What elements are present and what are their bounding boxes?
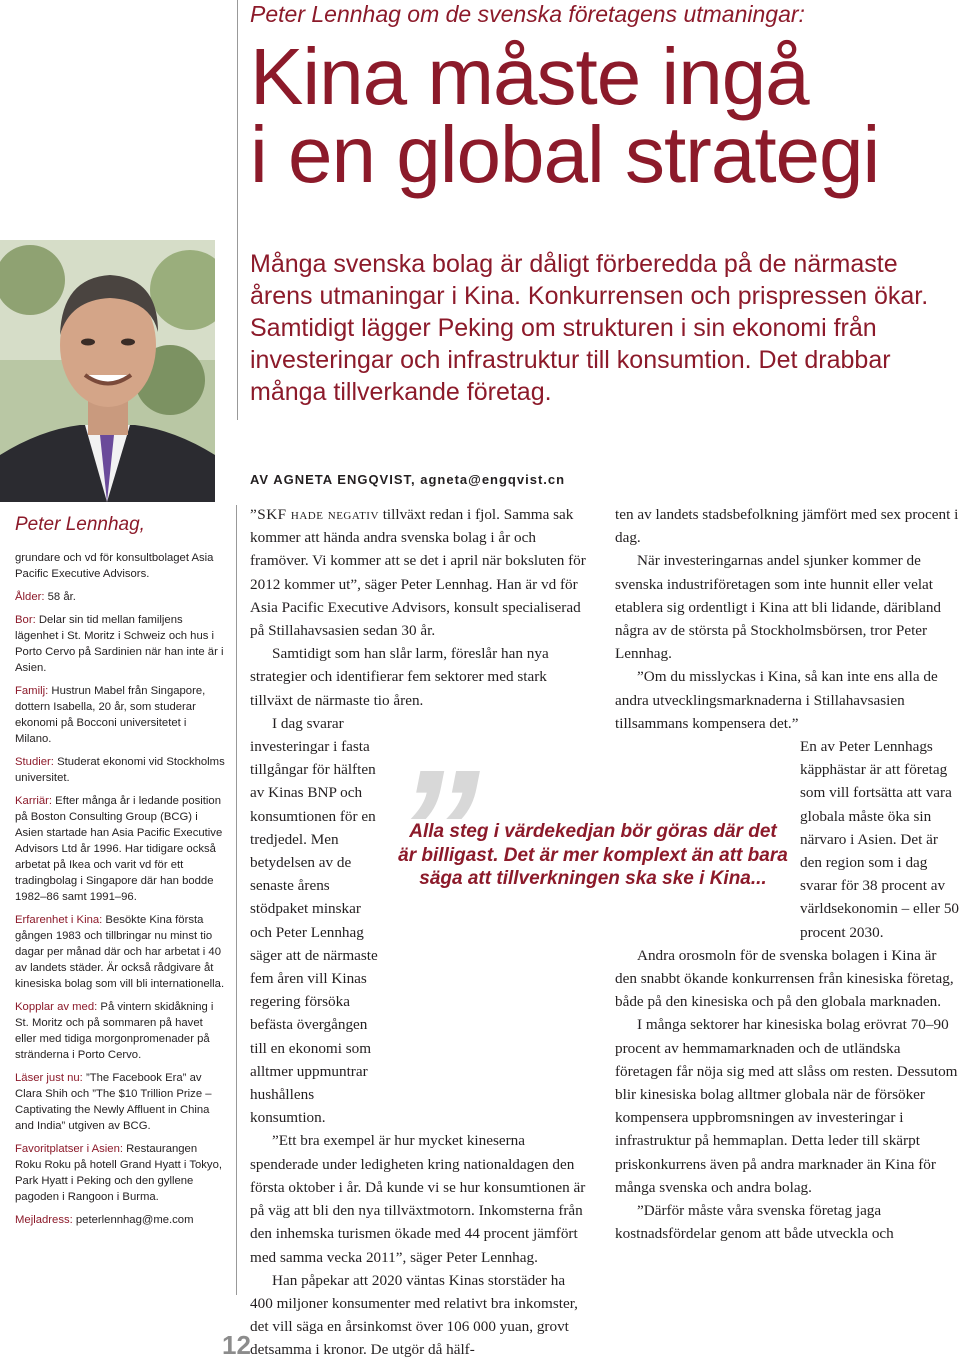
fact-label: Karriär:: [15, 795, 53, 807]
quote-mark-icon: ”: [395, 735, 480, 925]
body-column-1: [250, 503, 590, 1362]
headline: [250, 32, 960, 199]
headline-line-2: i en global strategi: [250, 110, 880, 199]
fact-text: Hustrun Mabel från Singapore, dottern Isabella, 20 år, som studerar ekonomi på Bocconi universitetet i Milano.: [15, 685, 206, 745]
body-paragraph: ”Därför måste våra svenska företag jaga kostnadsfördelar genom att både utveckla och: [615, 1202, 894, 1243]
body-paragraph-wrap: I dag svarar investeringar i fasta tillgångar för hälften av Kinas BNP och konsumtionen för en tredjedel. Men betydelsen av de senaste årens stödpaket minskar och Peter Lennhag säger att de närmaste fem åren vill Kinas regering försöka befästa övergången till en ekonomi som alltmer uppmuntrar hushållens konsumtion.: [250, 714, 378, 1127]
fact-label: Favoritplatser i Asien:: [15, 1143, 123, 1155]
fact-item: [15, 999, 225, 1063]
fact-label: Familj:: [15, 685, 49, 697]
fact-text: Efter många år i ledande position på Boston Consulting Group (BCG) i Asien startade han Asia Pacific Executive Advisors Ltd år 1996. Har tidigare också arbetat på Ikea och varit vd för ett tradingbolag i Singapore där han bodde 1982–86 samt 1991–96.: [15, 795, 223, 903]
fact-sidebar: [15, 514, 225, 1235]
portrait-photo: [0, 240, 215, 502]
pull-quote: Alla steg i värdekedjan bör göras där det är billigast. Det är mer komplext än att bara säga att tillverkningen ska ske i Kina...: [398, 821, 788, 889]
fact-item: [15, 1141, 225, 1205]
profile-name: Peter Lennhag,: [15, 514, 145, 535]
body-paragraph: Andra orosmoln för de svenska bolagen i Kina är den snabbt ökande konkurrensen från kinesiska företag, både på den kinesiska och på den globala marknaden.: [615, 946, 954, 1011]
fact-item: [15, 912, 225, 992]
headline-line-1: Kina måste ingå: [250, 32, 809, 121]
kicker: Peter Lennhag om de svenska företagens utmaningar:: [250, 1, 805, 27]
fact-item: [15, 1070, 225, 1134]
body-paragraph: ”Om du misslyckas i Kina, så kan inte ens alla de andra utvecklingsmarknaderna i Stillahavsasien tillsammans kompensera det.”: [615, 668, 938, 732]
fact-text: På vintern skidåkning i St. Moritz och på sommaren på havet eller med tidiga morgonpromenader på stränderna i Porto Cervo.: [15, 1001, 214, 1061]
fact-text: Restaurangen Roku Roku på hotell Grand Hyatt i Tokyo, Park Hyatt i Peking och den gyllene pagoden i Rangoon i Burma.: [15, 1143, 223, 1203]
body-paragraph-wrap: En av Peter Lennhags käpphästar är att företag som vill fortsätta att vara globala måste öka sin närvaro i Asien. Det är den region som i dag svarar för 38 procent av världsekonomin – eller 50 procent 2030.: [800, 738, 960, 941]
fact-label: Bor:: [15, 614, 36, 626]
fact-text: peterlennhag@me.com: [72, 1214, 194, 1226]
fact-text: 58 år.: [44, 591, 76, 603]
lead-paragraph: Många svenska bolag är dåligt förberedda på de närmaste årens utmaningar i Kina. Konkurrensen och prispressen ökar. Samtidigt lägger Peking om strukturen i sin ekonomi från investeringar och infrastruktur till konsumtion. Det drabbar många tillverkande företag.: [250, 250, 929, 406]
fact-label: Erfarenhet i Kina:: [15, 914, 103, 926]
body-paragraph: I många sektorer har kinesiska bolag erövrat 70–90 procent av hemmamarknaden och de utländska företagen får nöja sig med att slåss om resten. Dessutom blir kinesiska bolag alltmer globala när de försöker kompensera uppbromsningen av investeringar i infrastruktur på hemmaplan. Detta leder till skärpt priskonkurrens även på andra marknader än Kina för många svenska och andra bolag.: [615, 1016, 958, 1196]
fact-label: Läser just nu:: [15, 1072, 83, 1084]
fact-label: Ålder:: [15, 591, 45, 603]
fact-item: [15, 683, 225, 747]
fact-text: Delar sin tid mellan familjens lägenhet i St. Moritz i Schweiz och hus i Porto Cervo på Sardinien när han inte är i Asien.: [15, 614, 224, 674]
body-paragraph: ten av landets stadsbefolkning jämfört med sex procent i dag.: [615, 506, 959, 547]
opening-small-caps: ”SKF hade negativ: [250, 506, 379, 523]
fact-text: Studerat ekonomi vid Stockholms universitet.: [15, 756, 225, 784]
fact-label: Mejladress:: [15, 1214, 73, 1226]
fact-item: [15, 1212, 225, 1228]
fact-item: [15, 589, 225, 605]
byline: AV AGNETA ENGQVIST, agneta@engqvist.cn: [250, 472, 566, 487]
fact-item: [15, 793, 225, 905]
sidebar-divider: [236, 505, 237, 1295]
fact-label: Kopplar av med:: [15, 1001, 98, 1013]
fact-text: ”The Facebook Era” av Clara Shih och ”The $10 Trillion Prize – Captivating the Newly Affluent in China and India” utgiven av BCG.: [15, 1072, 212, 1132]
body-paragraph: ”Ett bra exempel är hur mycket kineserna spenderade under ledigheten kring nationaldagen den första oktober i år. Då kunde vi se hur konsumtionen är på väg att bli den nya tillväxtmotorn. Inkomsterna från den inhemska turismen ökade med 44 procent jämfört med samma vecka 2011”, säger Peter Lennhag.: [250, 1132, 586, 1266]
profile-intro: grundare och vd för konsultbolaget Asia Pacific Executive Advisors.: [15, 552, 214, 580]
fact-label: Studier:: [15, 756, 54, 768]
fact-text: Besökte Kina första gången 1983 och tillbringar nu minst tio dagar per månad där och har arbetat i 40 av landets städer. Är också rådgivare åt kinesiska bolag som vill bli internationella.: [15, 914, 225, 990]
fact-item: [15, 754, 225, 786]
body-paragraph: ”SKF hade negativ tillväxt redan i fjol. Samma sak kommer att hända andra svenska bolag i år och framöver. Vi kommer att se det i april när boksluten för 2012 kommer ut”, säger Peter Lennhag. Han är vd för Asia Pacific Executive Advisors, konsult specialiserad på Stillahavsasien sedan 30 år.: [250, 506, 586, 640]
body-paragraph: Han påpekar att 2020 väntas Kinas storstäder ha 400 miljoner konsumenter med relativt bra inkomster, det vill säga en årsinkomst över 106 000 yuan, grovt detsamma i kronor. De utgör då hälf-: [250, 1271, 578, 1359]
fact-item: [15, 612, 225, 676]
body-paragraph: När investeringarnas andel sjunker kommer de svenska industriföretagen som inte hunnit eller velat etablera sig ordentligt i Kina att bli lidande, däribland några av de största på Stockholmsbörsen, tror Peter Lennhag.: [615, 552, 942, 663]
body-paragraph: Samtidigt som han slår larm, föreslår han nya strategier och identifierar fem sektorer med stark tillväxt de närmaste tio åren.: [250, 645, 549, 709]
portrait-illustration: [0, 240, 215, 502]
top-divider: [237, 0, 238, 420]
page-number: 12: [222, 1330, 251, 1360]
